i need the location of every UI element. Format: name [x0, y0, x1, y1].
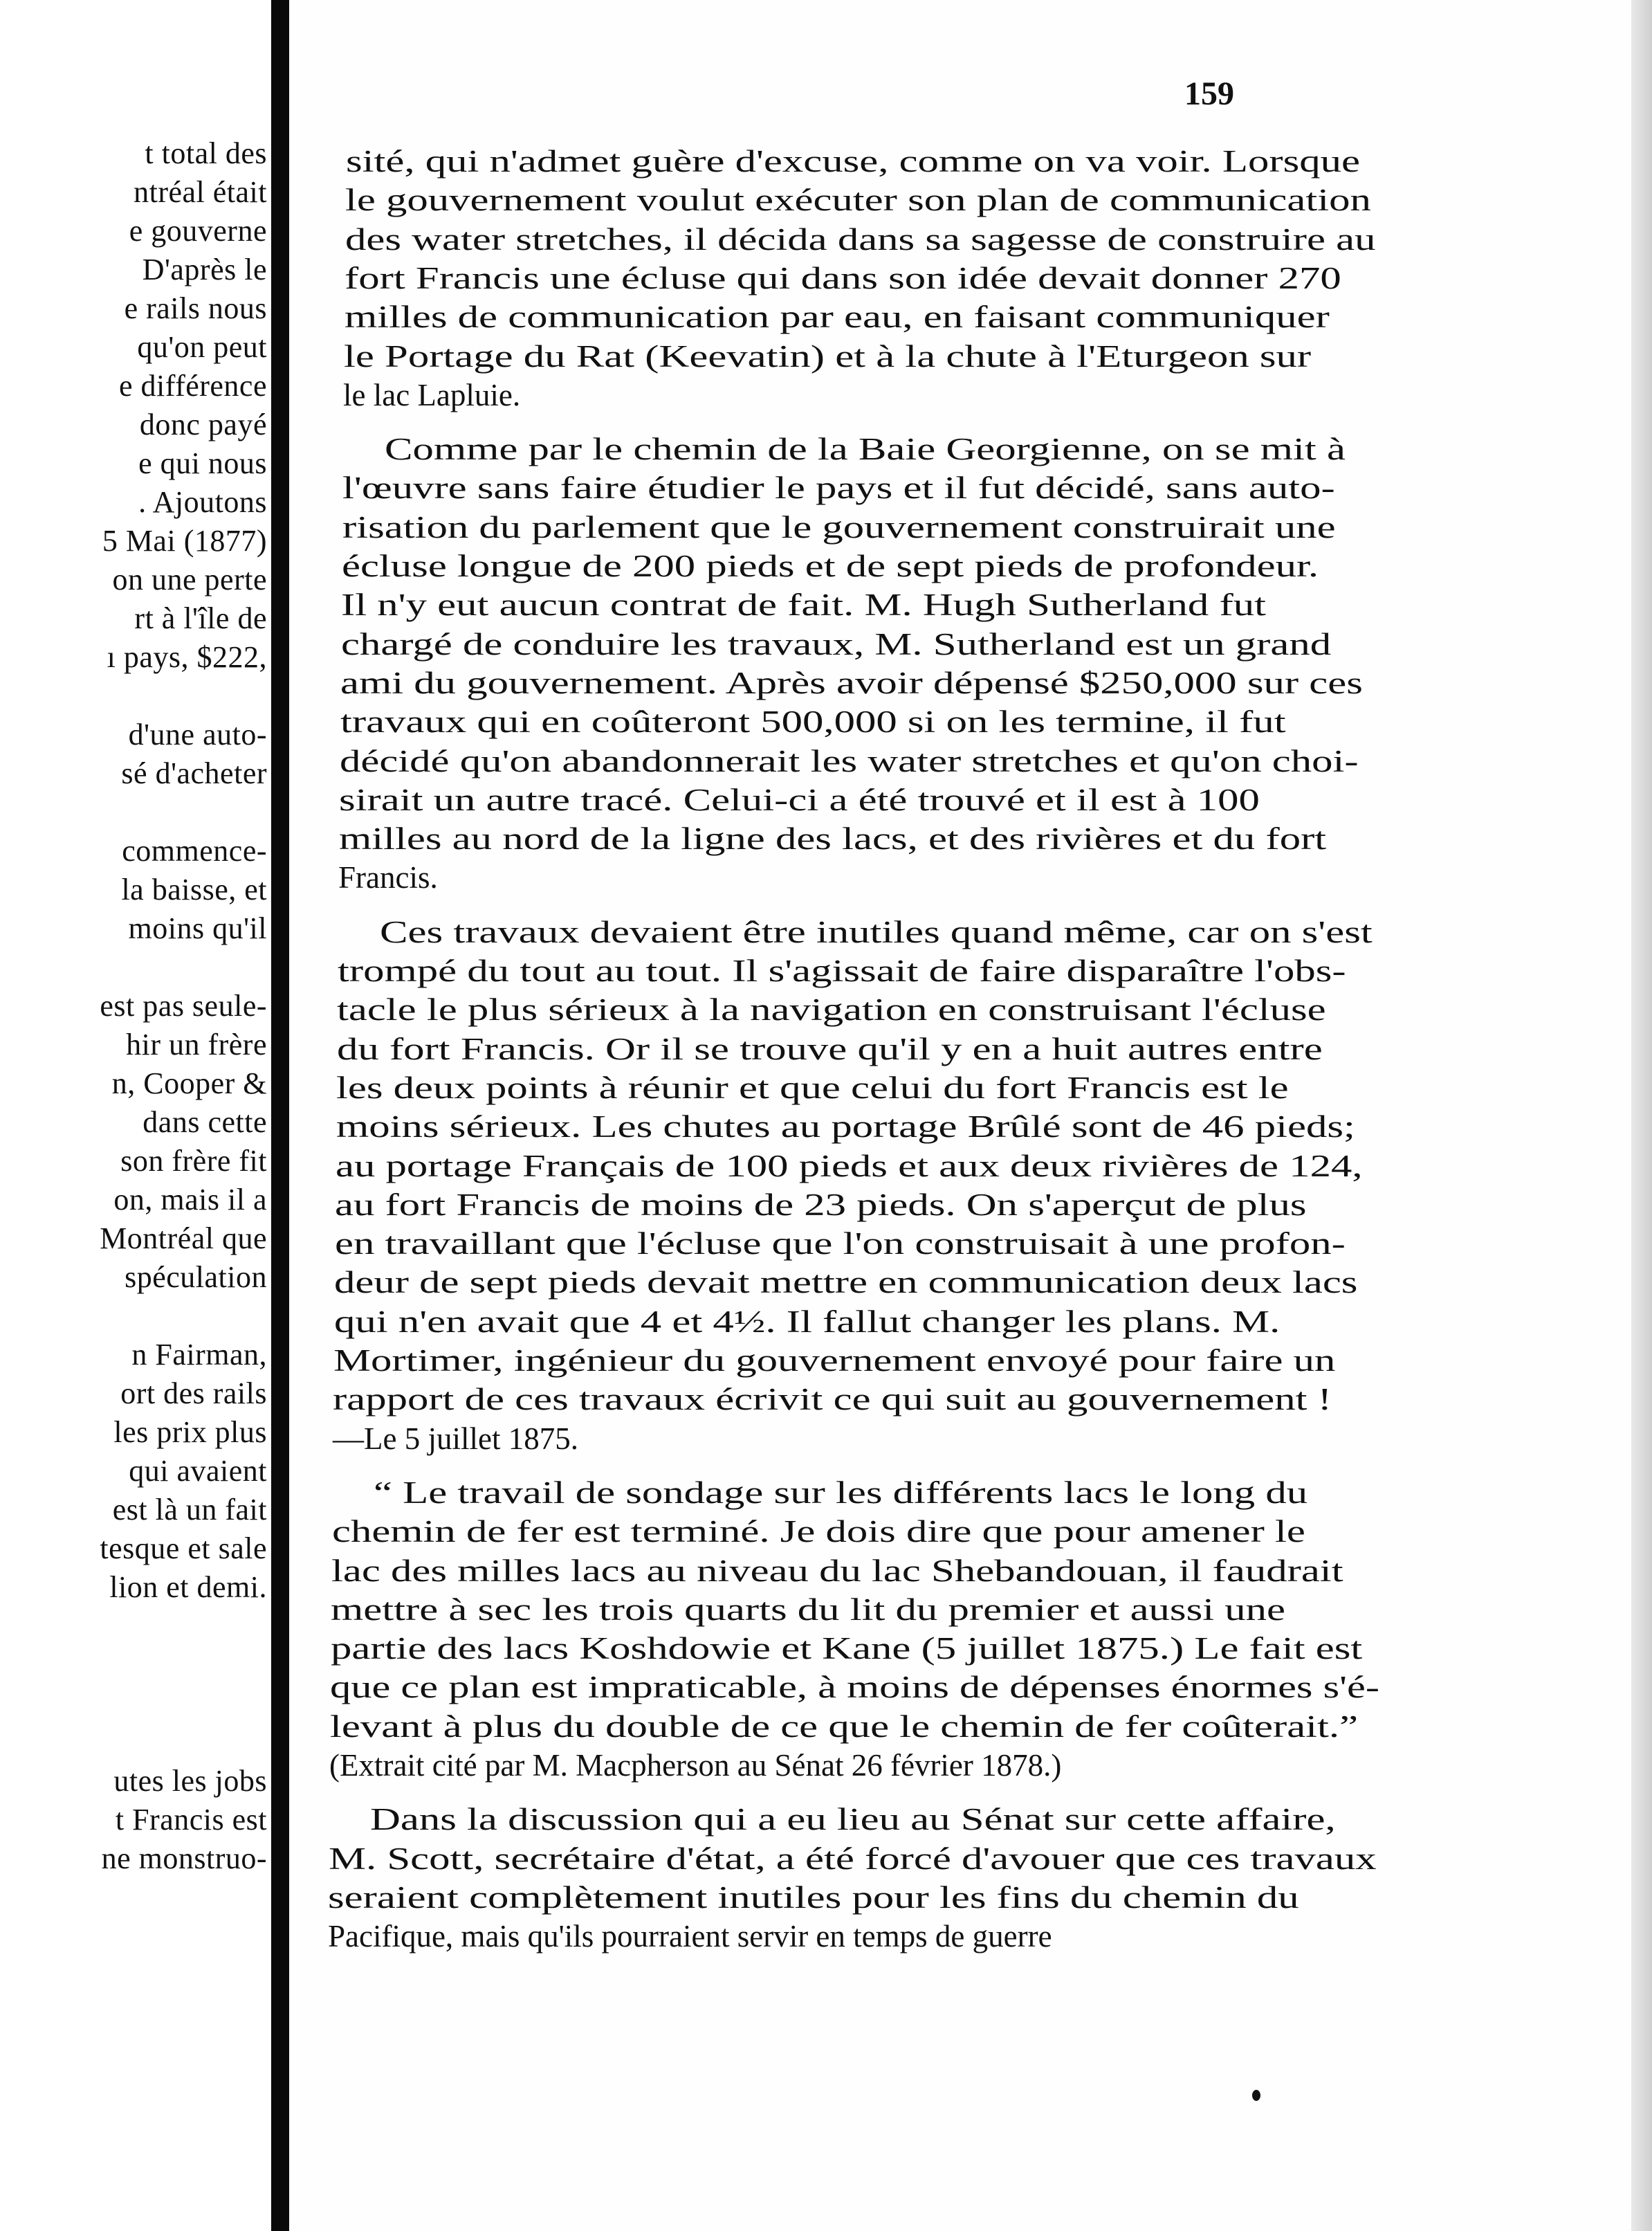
body-line: seraient complètement inutiles pour les fins du chemin du — [328, 1879, 1299, 1915]
left-page-line: commence- — [122, 834, 267, 868]
body-line: fort Francis une écluse qui dans son idée devait donner 270 — [345, 260, 1341, 295]
left-page-line: e gouverne — [129, 214, 267, 248]
ink-speck — [1252, 2090, 1260, 2101]
left-page-line: t Francis est — [115, 1803, 267, 1837]
body-line: deur de sept pieds devait mettre en communication deux lacs — [334, 1265, 1358, 1300]
body-line: levant à plus du double de ce que le chemin de fer coûterait.” — [330, 1709, 1359, 1744]
body-line: Pacifique, mais qu'ils pourraient servir en temps de guerre — [328, 1919, 1052, 1954]
body-line: Il n'y eut aucun contrat de fait. M. Hugh Sutherland fut — [341, 588, 1266, 623]
left-page-line: tesque et sale — [100, 1531, 267, 1565]
body-line: le Portage du Rat (Keevatin) et à la chute à l'Eturgeon sur — [344, 338, 1312, 374]
left-page-line: hir un frère — [126, 1028, 267, 1062]
left-page-line: lion et demi. — [109, 1570, 267, 1604]
left-page-fragment — [0, 0, 271, 2231]
left-page-line: les prix plus — [113, 1415, 267, 1449]
body-line: tacle le plus sérieux à la navigation en construisant l'écluse — [337, 992, 1326, 1028]
left-page-line: . Ajoutons — [138, 485, 267, 519]
left-page-line: son frère fit — [120, 1144, 267, 1178]
body-line: le gouvernement voulut exécuter son plan de communication — [345, 183, 1371, 218]
left-page-line: 5 Mai (1877) — [102, 524, 267, 558]
left-page-line: ort des rails — [120, 1376, 267, 1410]
body-line: des water stretches, il décida dans sa sagesse de construire au — [345, 221, 1376, 257]
left-page-line: qu'on peut — [137, 330, 267, 364]
body-line: “ Le travail de sondage sur les différents lacs le long du — [374, 1475, 1308, 1510]
left-page-line: d'une auto- — [128, 718, 267, 752]
body-line: chemin de fer est terminé. Je dois dire que pour amener le — [332, 1514, 1305, 1549]
body-line: ami du gouvernement. Après avoir dépensé $250,000 sur ces — [340, 665, 1363, 700]
body-line: lac des milles lacs au niveau du lac Shebandouan, il faudrait — [331, 1553, 1343, 1588]
body-line: décidé qu'on abandonnerait les water stretches et qu'on choi- — [340, 743, 1359, 778]
body-line: Francis. — [338, 860, 438, 895]
body-line: Comme par le chemin de la Baie Georgienne, on se mit à — [385, 432, 1346, 467]
left-page-line: dans cette — [143, 1105, 267, 1139]
left-page-line: on une perte — [112, 563, 267, 597]
body-line: le lac Lapluie. — [343, 377, 521, 412]
page-edge-shadow — [1631, 0, 1652, 2231]
body-line: sité, qui n'admet guère d'excuse, comme on va voir. Lorsque — [346, 144, 1360, 179]
left-page-line: e rails nous — [124, 291, 267, 325]
left-page-line: sé d'acheter — [121, 756, 267, 790]
body-line: moins sérieux. Les chutes au portage Brûlé sont de 46 pieds; — [336, 1109, 1355, 1145]
body-line: M. Scott, secrétaire d'état, a été forcé d'avouer que ces travaux — [329, 1841, 1377, 1876]
body-line: (Extrait cité par M. Macpherson au Sénat 26 février 1878.) — [329, 1748, 1062, 1783]
body-line: Ces travaux devaient être inutiles quand même, car on s'est — [380, 914, 1373, 949]
body-line: —Le 5 juillet 1875. — [333, 1421, 578, 1456]
left-page-line: rt à l'île de — [134, 601, 267, 635]
body-line: risation du parlement que le gouvernement construirait une — [342, 509, 1336, 545]
body-line: qui n'en avait que 4 et 4½. Il fallut changer les plans. M. — [334, 1304, 1281, 1339]
body-line: du fort Francis. Or il se trouve qu'il y en a huit autres entre — [337, 1031, 1323, 1066]
body-line: chargé de conduire les travaux, M. Sutherland est un grand — [341, 626, 1332, 662]
left-page-line: qui avaient — [129, 1454, 267, 1488]
left-page-line: ntréal était — [134, 175, 267, 209]
left-page-line: moins qu'il — [128, 911, 267, 945]
body-line: au fort Francis de moins de 23 pieds. On s'aperçut de plus — [335, 1187, 1307, 1222]
left-page-line: D'après le — [142, 253, 267, 286]
body-line: l'œuvre sans faire étudier le pays et il fut décidé, sans auto- — [342, 471, 1335, 506]
body-line: rapport de ces travaux écrivit ce qui suit au gouvernement ! — [333, 1382, 1332, 1417]
body-line: travaux qui en coûteront 500,000 si on les termine, il fut — [340, 704, 1286, 740]
body-line: trompé du tout au tout. Il s'agissait de faire disparaître l'obs- — [338, 954, 1346, 988]
left-page-line: n Fairman, — [131, 1338, 267, 1372]
left-page-line: ne monstruo- — [101, 1841, 267, 1875]
body-line: milles au nord de la ligne des lacs, et des rivières et du fort — [339, 821, 1327, 857]
page-number: 159 — [1184, 75, 1234, 112]
body-line: écluse longue de 200 pieds et de sept pieds de profondeur. — [342, 549, 1319, 583]
left-page-line: utes les jobs — [113, 1764, 267, 1798]
body-line: en travaillant que l'écluse que l'on construisait à une profon- — [335, 1226, 1346, 1262]
left-page-line: e qui nous — [138, 446, 267, 480]
left-page-line: Montréal que — [100, 1221, 267, 1255]
body-line: partie des lacs Koshdowie et Kane (5 juillet 1875.) Le fait est — [331, 1631, 1363, 1666]
body-line: que ce plan est impraticable, à moins de dépenses énormes s'é- — [330, 1670, 1379, 1705]
body-line: au portage Français de 100 pieds et aux deux rivières de 124, — [336, 1148, 1363, 1183]
body-line: sirait un autre tracé. Celui-ci a été trouvé et il est à 100 — [339, 782, 1260, 817]
left-page-line: t total des — [145, 136, 267, 170]
book-gutter — [271, 0, 289, 2231]
body-line: mettre à sec les trois quarts du lit du premier et aussi une — [331, 1592, 1285, 1627]
body-line: Dans la discussion qui a eu lieu au Sénat sur cette affaire, — [370, 1802, 1336, 1837]
left-page-line: est là un fait — [112, 1493, 267, 1527]
body-line: les deux points à réunir et que celui du fort Francis est le — [336, 1070, 1289, 1105]
left-page-line: n, Cooper & — [111, 1066, 267, 1100]
left-page-line: ı pays, $222, — [107, 640, 267, 674]
left-page-line: la baisse, et — [121, 873, 267, 907]
left-page-line: donc payé — [139, 408, 267, 441]
body-line: Mortimer, ingénieur du gouvernement envoyé pour faire un — [333, 1343, 1336, 1378]
left-page-line: on, mais il a — [113, 1183, 267, 1217]
body-line: milles de communication par eau, en faisant communiquer — [345, 300, 1330, 335]
left-page-line: e différence — [118, 369, 267, 403]
left-page-line: est pas seule- — [100, 989, 267, 1023]
left-page-line: spéculation — [125, 1260, 267, 1294]
